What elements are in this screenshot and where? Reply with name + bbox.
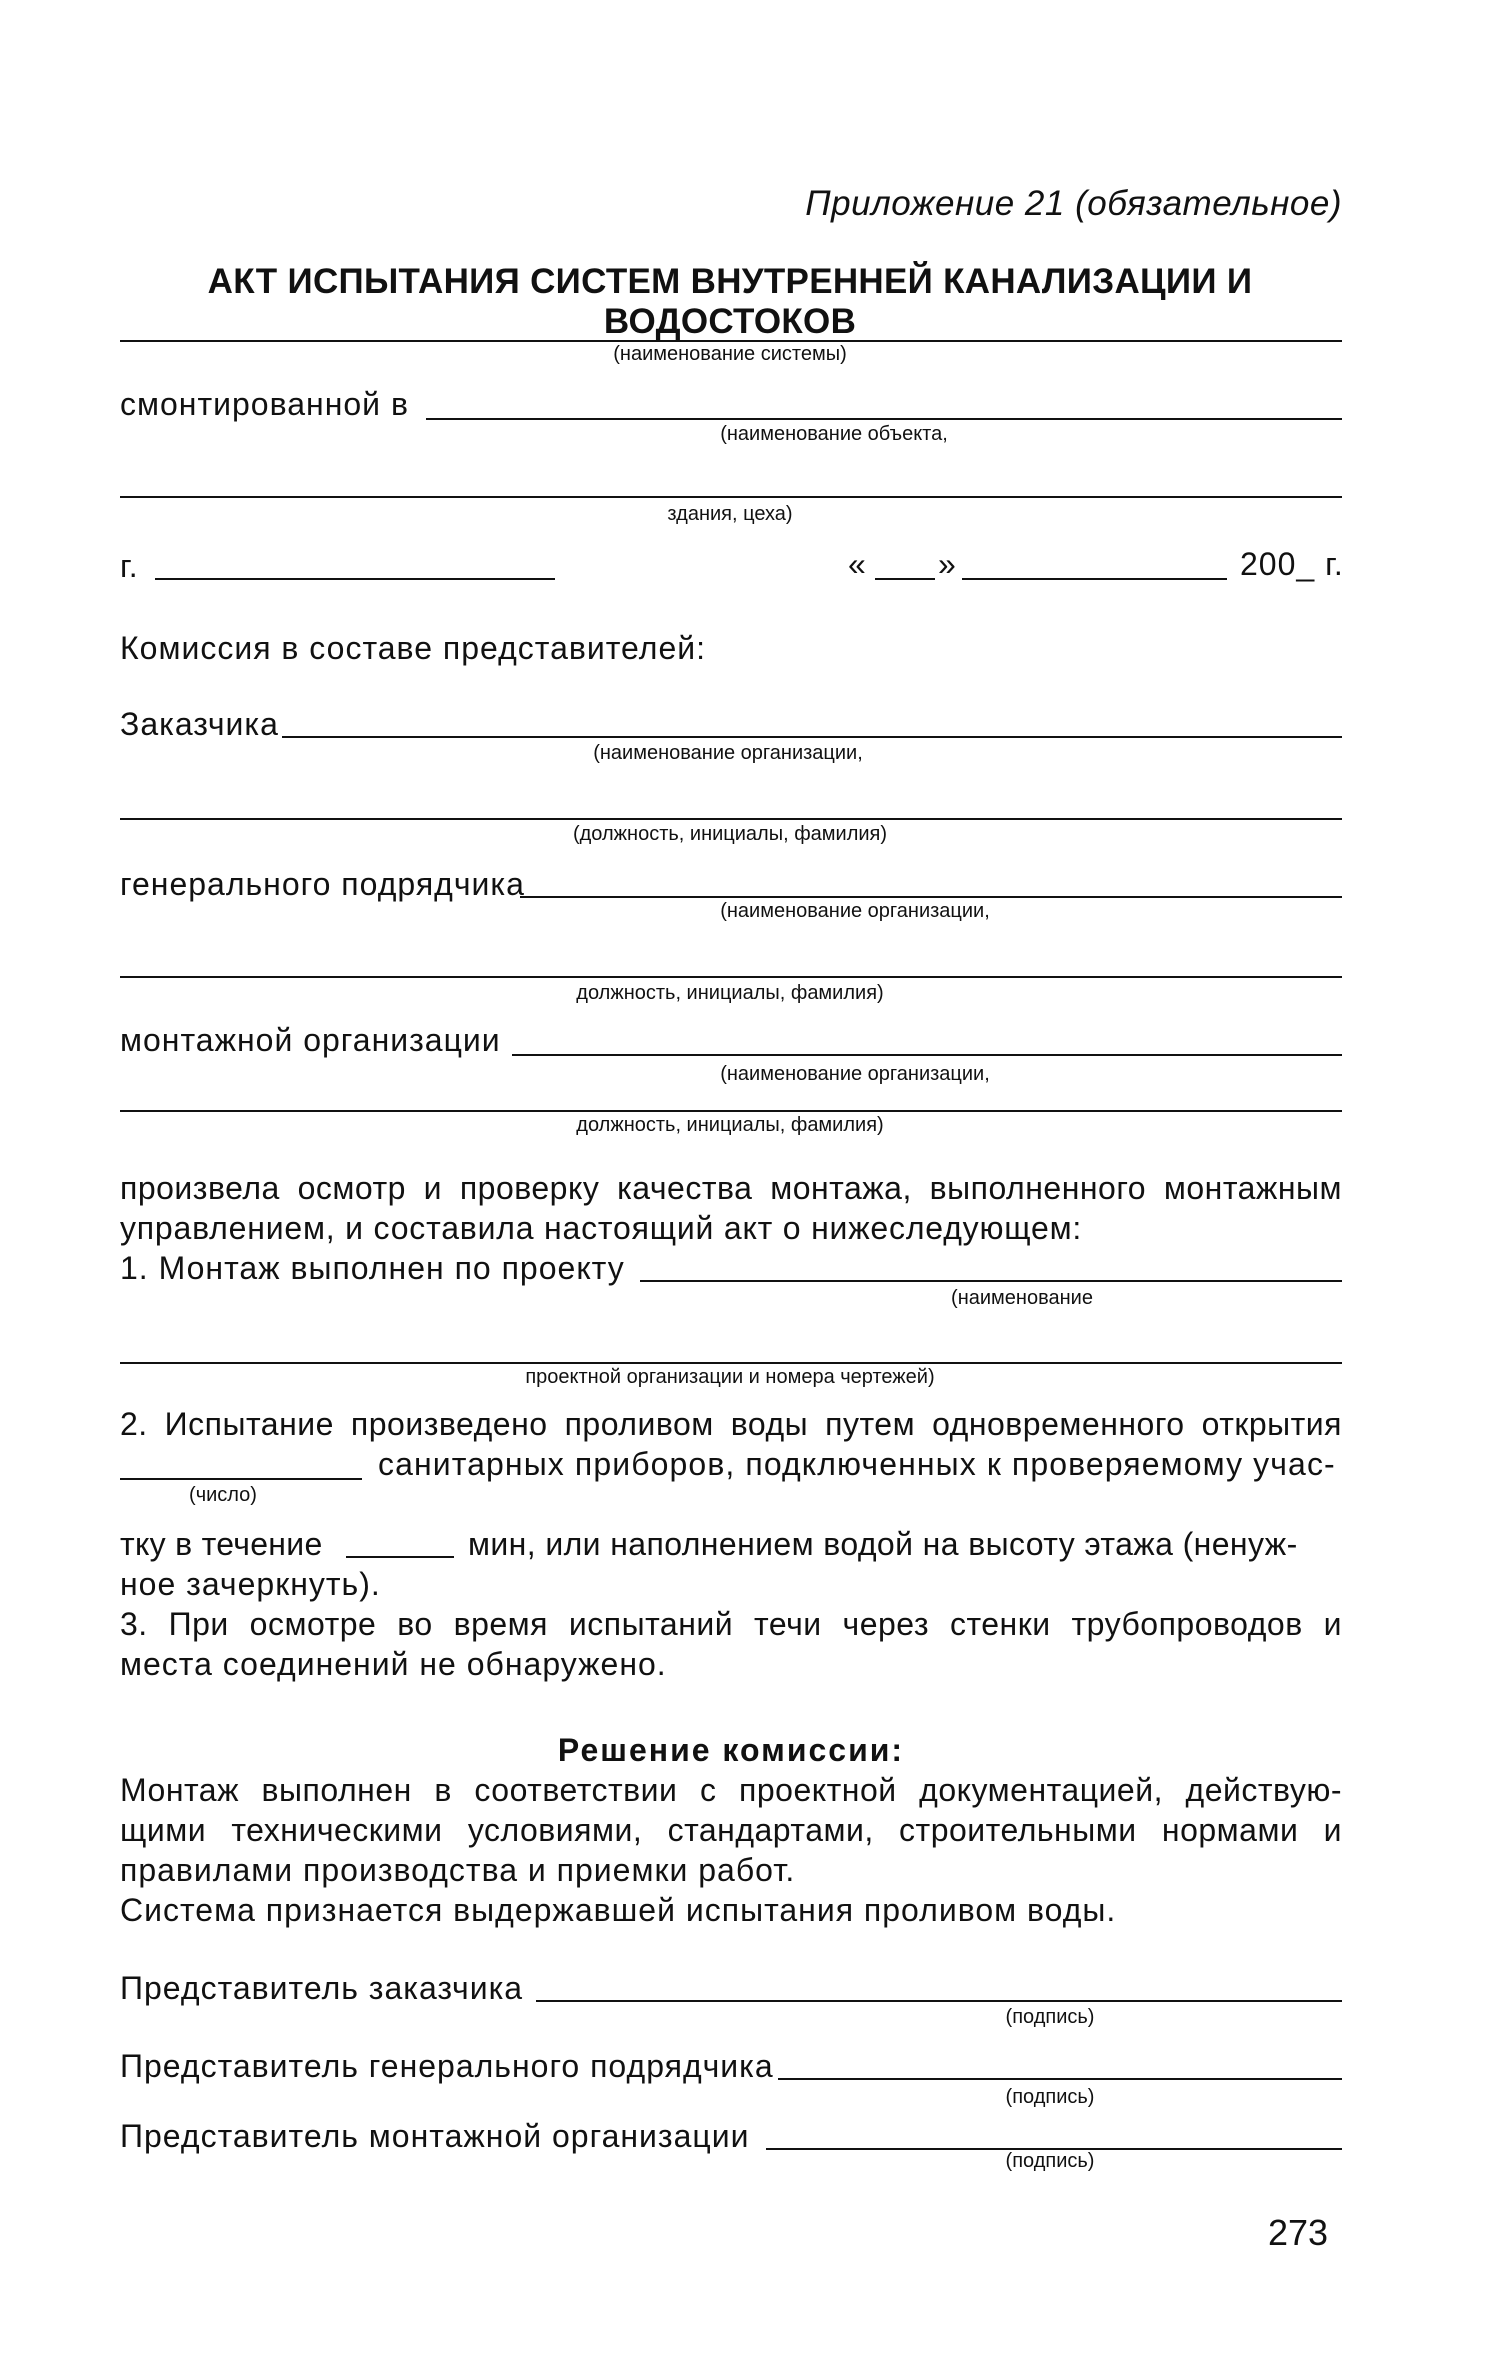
- mounting-org-label: монтажной организации: [120, 1022, 501, 1058]
- object-name-caption: (наименование объекта,: [720, 423, 948, 445]
- month-line[interactable]: [962, 578, 1227, 580]
- item-2-line: ное зачеркнуть).: [120, 1566, 381, 1602]
- item-2-line: мин, или наполнением водой на высоту этажа (ненуж-: [468, 1526, 1298, 1562]
- system-name-caption: (наименование системы): [613, 343, 847, 365]
- building-line[interactable]: [120, 496, 1342, 498]
- mounting-position-caption: должность, инициалы, фамилия): [576, 1114, 884, 1136]
- number-caption: (число): [189, 1484, 257, 1506]
- decision-line: Система признается выдержавшей испытания проливом воды.: [120, 1892, 1117, 1928]
- general-position-line[interactable]: [120, 976, 1342, 978]
- decision-line: правилами производства и приемки работ.: [120, 1852, 796, 1888]
- item-3-line: 3. При осмотре во время испытаний течи через стенки трубопроводов и: [120, 1606, 1342, 1642]
- customer-position-caption: (должность, инициалы, фамилия): [572, 823, 888, 845]
- customer-org-caption: (наименование организации,: [593, 742, 863, 764]
- signature-customer-label: Представитель заказчика: [120, 1970, 524, 2006]
- item-2-line: 2. Испытание произведено проливом воды путем одновременного открытия: [120, 1406, 1342, 1442]
- customer-position-line[interactable]: [120, 818, 1342, 820]
- signature-mounting-caption: (подпись): [1005, 2150, 1095, 2172]
- quote-close: »: [938, 546, 957, 582]
- year-label: 200_ г.: [1240, 546, 1344, 582]
- mounting-org-caption: (наименование организации,: [720, 1063, 990, 1085]
- body-paragraph-line: управлением, и составила настоящий акт о нижеследующем:: [120, 1210, 1083, 1246]
- signature-general-label: Представитель генерального подрядчика: [120, 2048, 774, 2084]
- signature-customer-line[interactable]: [536, 2000, 1342, 2002]
- general-position-caption: должность, инициалы, фамилия): [576, 982, 884, 1004]
- signature-mounting-label: Представитель монтажной организации: [120, 2118, 750, 2154]
- document-title: АКТ ИСПЫТАНИЯ СИСТЕМ ВНУТРЕННЕЙ КАНАЛИЗАЦИИ И ВОДОСТОКОВ: [207, 262, 1253, 341]
- mounted-in-label: смонтированной в: [120, 386, 409, 422]
- decision-heading: Решение комиссии:: [557, 1732, 905, 1768]
- minutes-line[interactable]: [346, 1556, 454, 1558]
- design-name-caption: (наименование: [951, 1287, 1093, 1309]
- decision-line: Монтаж выполнен в соответствии с проектной документацией, действую-: [120, 1772, 1342, 1808]
- general-contractor-label: генерального подрядчика: [120, 866, 525, 902]
- customer-label: Заказчика: [120, 706, 279, 742]
- item-3-line: места соединений не обнаружено.: [120, 1646, 667, 1682]
- mounting-position-line[interactable]: [120, 1110, 1342, 1112]
- item-2-line: тку в течение: [120, 1526, 323, 1562]
- city-label: г.: [120, 548, 139, 584]
- quote-open: «: [848, 546, 867, 582]
- signature-general-line[interactable]: [778, 2078, 1342, 2080]
- object-name-line[interactable]: [426, 418, 1342, 420]
- day-line[interactable]: [875, 578, 935, 580]
- appendix-label: Приложение 21 (обязательное): [805, 184, 1342, 223]
- mounting-org-line[interactable]: [512, 1054, 1342, 1056]
- design-org-line[interactable]: [120, 1362, 1342, 1364]
- page-number: 273: [1268, 2212, 1329, 2253]
- item-2-line: санитарных приборов, подключенных к проверяемому учас-: [378, 1446, 1336, 1482]
- building-caption: здания, цеха): [667, 503, 793, 525]
- fixtures-count-line[interactable]: [120, 1478, 362, 1480]
- design-name-line[interactable]: [640, 1280, 1342, 1282]
- commission-label: Комиссия в составе представителей:: [120, 630, 706, 666]
- system-name-line[interactable]: [120, 340, 1342, 342]
- item-1-text: 1. Монтаж выполнен по проекту: [120, 1250, 625, 1286]
- design-org-caption: проектной организации и номера чертежей): [525, 1366, 935, 1388]
- signature-general-caption: (подпись): [1005, 2086, 1095, 2108]
- city-line[interactable]: [155, 578, 555, 580]
- signature-customer-caption: (подпись): [1005, 2006, 1095, 2028]
- customer-org-line[interactable]: [282, 736, 1342, 738]
- general-org-caption: (наименование организации,: [720, 900, 990, 922]
- general-org-line[interactable]: [520, 896, 1342, 898]
- body-paragraph-line: произвела осмотр и проверку качества монтажа, выполненного монтажным: [120, 1170, 1342, 1206]
- decision-line: щими техническими условиями, стандартами, строительными нормами и: [120, 1812, 1342, 1848]
